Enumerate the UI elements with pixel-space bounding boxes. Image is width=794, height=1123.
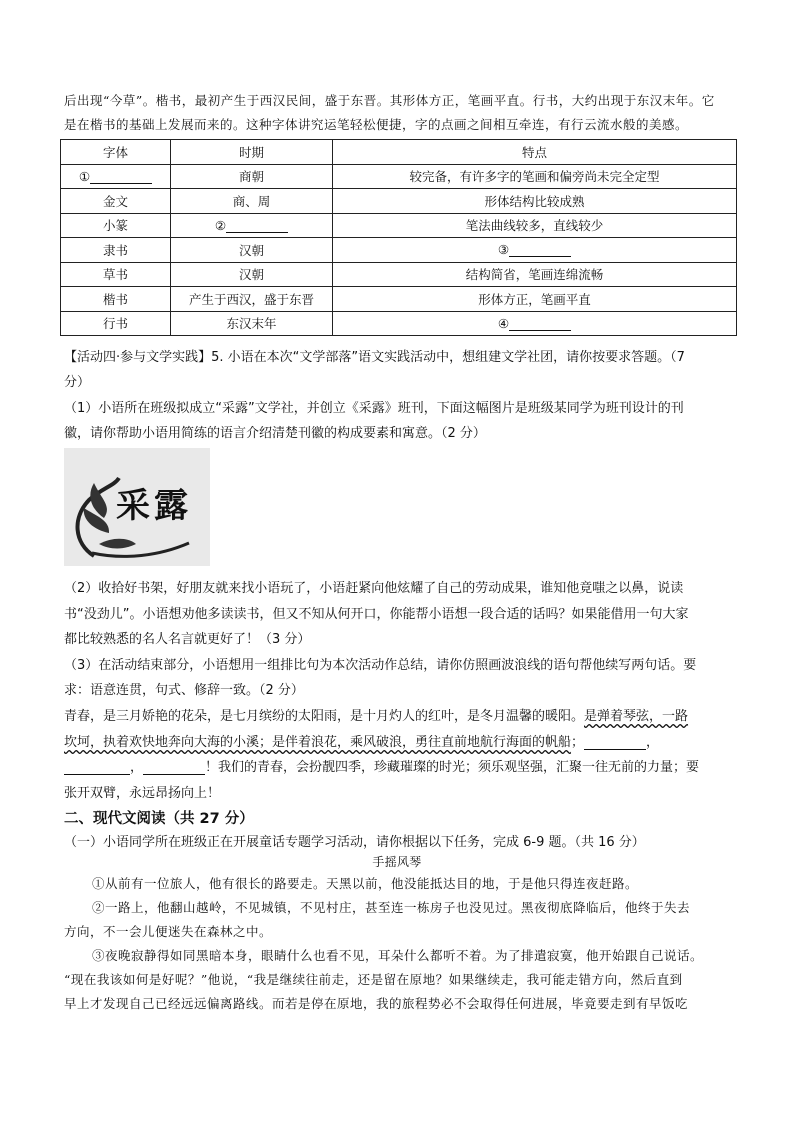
story-title: 手摇风琴 [372, 855, 422, 869]
table-cell: 隶书 [61, 238, 171, 263]
table-cell: ① [61, 164, 171, 189]
table-cell: 东汉末年 [171, 311, 333, 336]
table-cell: 汉朝 [171, 262, 333, 287]
table-row [61, 238, 737, 263]
table-cell: 商朝 [171, 164, 333, 189]
header-feature: 特点 [333, 140, 737, 165]
table-cell: 形体方正，笔画平直 [333, 287, 737, 312]
activity-heading-line-1: 【活动四·参与文学实践】5. 小语在本次“文学部落”语文实践活动中，想组建文学社团，请你按要求答题。（7 [64, 350, 685, 365]
wavy-sentence: 是弹着琴弦，一路 [584, 709, 689, 724]
table-row [61, 213, 737, 238]
script-styles-table [60, 139, 737, 336]
table-cell: 笔法曲线较多，直线较少 [333, 213, 737, 238]
table-cell: ② [171, 213, 333, 238]
story-paragraph-2-line-2: 方向，不一会儿便迷失在森林之中。 [64, 924, 273, 939]
journal-emblem [64, 448, 210, 566]
wavy-sentence: 坎坷，执着欢快地奔向大海的小溪；是伴着浪花，乘风破浪，勇往直前地航行海面的帆船 [64, 735, 572, 750]
story-paragraph-3-line-2: “现在我该如何是好呢？”他说，“我是继续往前走，还是留在原地？如果继续走，我可能走错方向，然后直到 [64, 972, 683, 987]
passage-line-4: 张开双臂，永远昂扬向上！ [64, 786, 221, 801]
passage-line-1: 青春，是三月娇艳的花朵，是七月缤纷的太阳雨，是十月灼人的红叶，是冬月温馨的暖阳。是弹着琴弦，一路 [64, 709, 689, 724]
story-paragraph-3-line-1: ③夜晚寂静得如同黑暗本身，眼睛什么也看不见，耳朵什么都听不着。为了排遣寂寞，他开始跟自己说话。 [92, 948, 704, 963]
passage-line-3: ， ！我们的青春，会扮靓四季，珍藏璀璨的时光；须乐观坚强，汇聚一往无前的力量；要 [64, 756, 736, 775]
passage-line-2: 坎坷，执着欢快地奔向大海的小溪；是伴着浪花，乘风破浪，勇往直前地航行海面的帆船； ， [64, 735, 660, 750]
question-3-line-1: （3）在活动结束部分，小语想用一组排比句为本次活动作总结，请你仿照画波浪线的语句帮他续写两句话。要 [64, 658, 697, 673]
intro-line-1: 后出现“今草”。楷书，最初产生于西汉民间，盛于东晋。其形体方正，笔画平直。行书，大约出现于东汉末年。它 [64, 93, 715, 108]
question-2-line-2: 书“没劲儿”。小语想劝他多读读书，但又不知从何开口，你能帮小语想一段合适的话吗？如果能借用一句大家 [64, 607, 689, 622]
table-cell: 较完备，有许多字的笔画和偏旁尚未完全定型 [333, 164, 737, 189]
question-2-line-3: 都比较熟悉的名人名言就更好了！（3 分） [64, 632, 311, 647]
table-row [61, 164, 737, 189]
answer-blank-2[interactable] [226, 218, 288, 233]
header-font: 字体 [61, 140, 171, 165]
section-2-heading: 二、现代文阅读（共 27 分） [64, 811, 254, 827]
story-paragraph-3-line-3: 早上才发现自己已经远远偏离路线。而若是停在原地，我的旅程势必不会取得任何进展，毕竟要走到有早饭吃 [64, 996, 689, 1011]
section-2-subheading: （一）小语同学所在班级正在开展童话专题学习活动，请你根据以下任务，完成 6-9 题。（共 16 分） [64, 835, 645, 850]
table-cell: 小篆 [61, 213, 171, 238]
emblem-text: 采露 [116, 486, 192, 526]
table-cell: ④ [333, 311, 737, 336]
table-header-row [61, 140, 737, 165]
table-cell: 形体结构比较成熟 [333, 189, 737, 214]
answer-blank-1[interactable] [90, 169, 152, 184]
answer-blank-3[interactable] [509, 242, 571, 257]
table-cell: 商、周 [171, 189, 333, 214]
header-period: 时期 [171, 140, 333, 165]
question-1-line-2: 徽，请你帮助小语用简练的语言介绍清楚刊徽的构成要素和寓意。（2 分） [64, 426, 486, 441]
table-cell: 行书 [61, 311, 171, 336]
activity-heading-line-2: 分） [64, 375, 91, 390]
table-cell: 金文 [61, 189, 171, 214]
table-cell: 草书 [61, 262, 171, 287]
table-row [61, 287, 737, 312]
question-1-line-1: （1）小语所在班级拟成立“采露”文学社，并创立《采露》班刊，下面这幅图片是班级某同学为班刊设计的刊 [64, 401, 684, 416]
answer-blank-7[interactable] [143, 760, 205, 775]
table-cell: 产生于西汉，盛于东晋 [171, 287, 333, 312]
story-paragraph-1: ①从前有一位旅人，他有很长的路要走。天黑以前，他没能抵达目的地，于是他只得连夜赶路。 [92, 876, 639, 891]
answer-blank-5[interactable] [584, 735, 646, 750]
question-3-line-2: 求：语意连贯，句式、修辞一致。（2 分） [64, 683, 304, 698]
table-row [61, 262, 737, 287]
table-cell: ③ [333, 238, 737, 263]
table-cell: 结构简省，笔画连绵流畅 [333, 262, 737, 287]
answer-blank-4[interactable] [509, 316, 571, 331]
table-cell: 楷书 [61, 287, 171, 312]
table-cell: 汉朝 [171, 238, 333, 263]
intro-line-2: 是在楷书的基础上发展而来的。这种字体讲究运笔轻松便捷，字的点画之间相互牵连，有行云流水般的美感。 [64, 117, 689, 132]
answer-blank-6[interactable] [64, 760, 130, 775]
question-2-line-1: （2）收拾好书架，好朋友就来找小语玩了，小语赶紧向他炫耀了自己的劳动成果，谁知他竟嗤之以鼻，说读 [64, 581, 684, 596]
story-paragraph-2-line-1: ②一路上，他翻山越岭，不见城镇，不见村庄，甚至连一栋房子也没见过。黑夜彻底降临后，他终于失去 [92, 900, 691, 915]
table-row [61, 189, 737, 214]
table-row [61, 311, 737, 336]
